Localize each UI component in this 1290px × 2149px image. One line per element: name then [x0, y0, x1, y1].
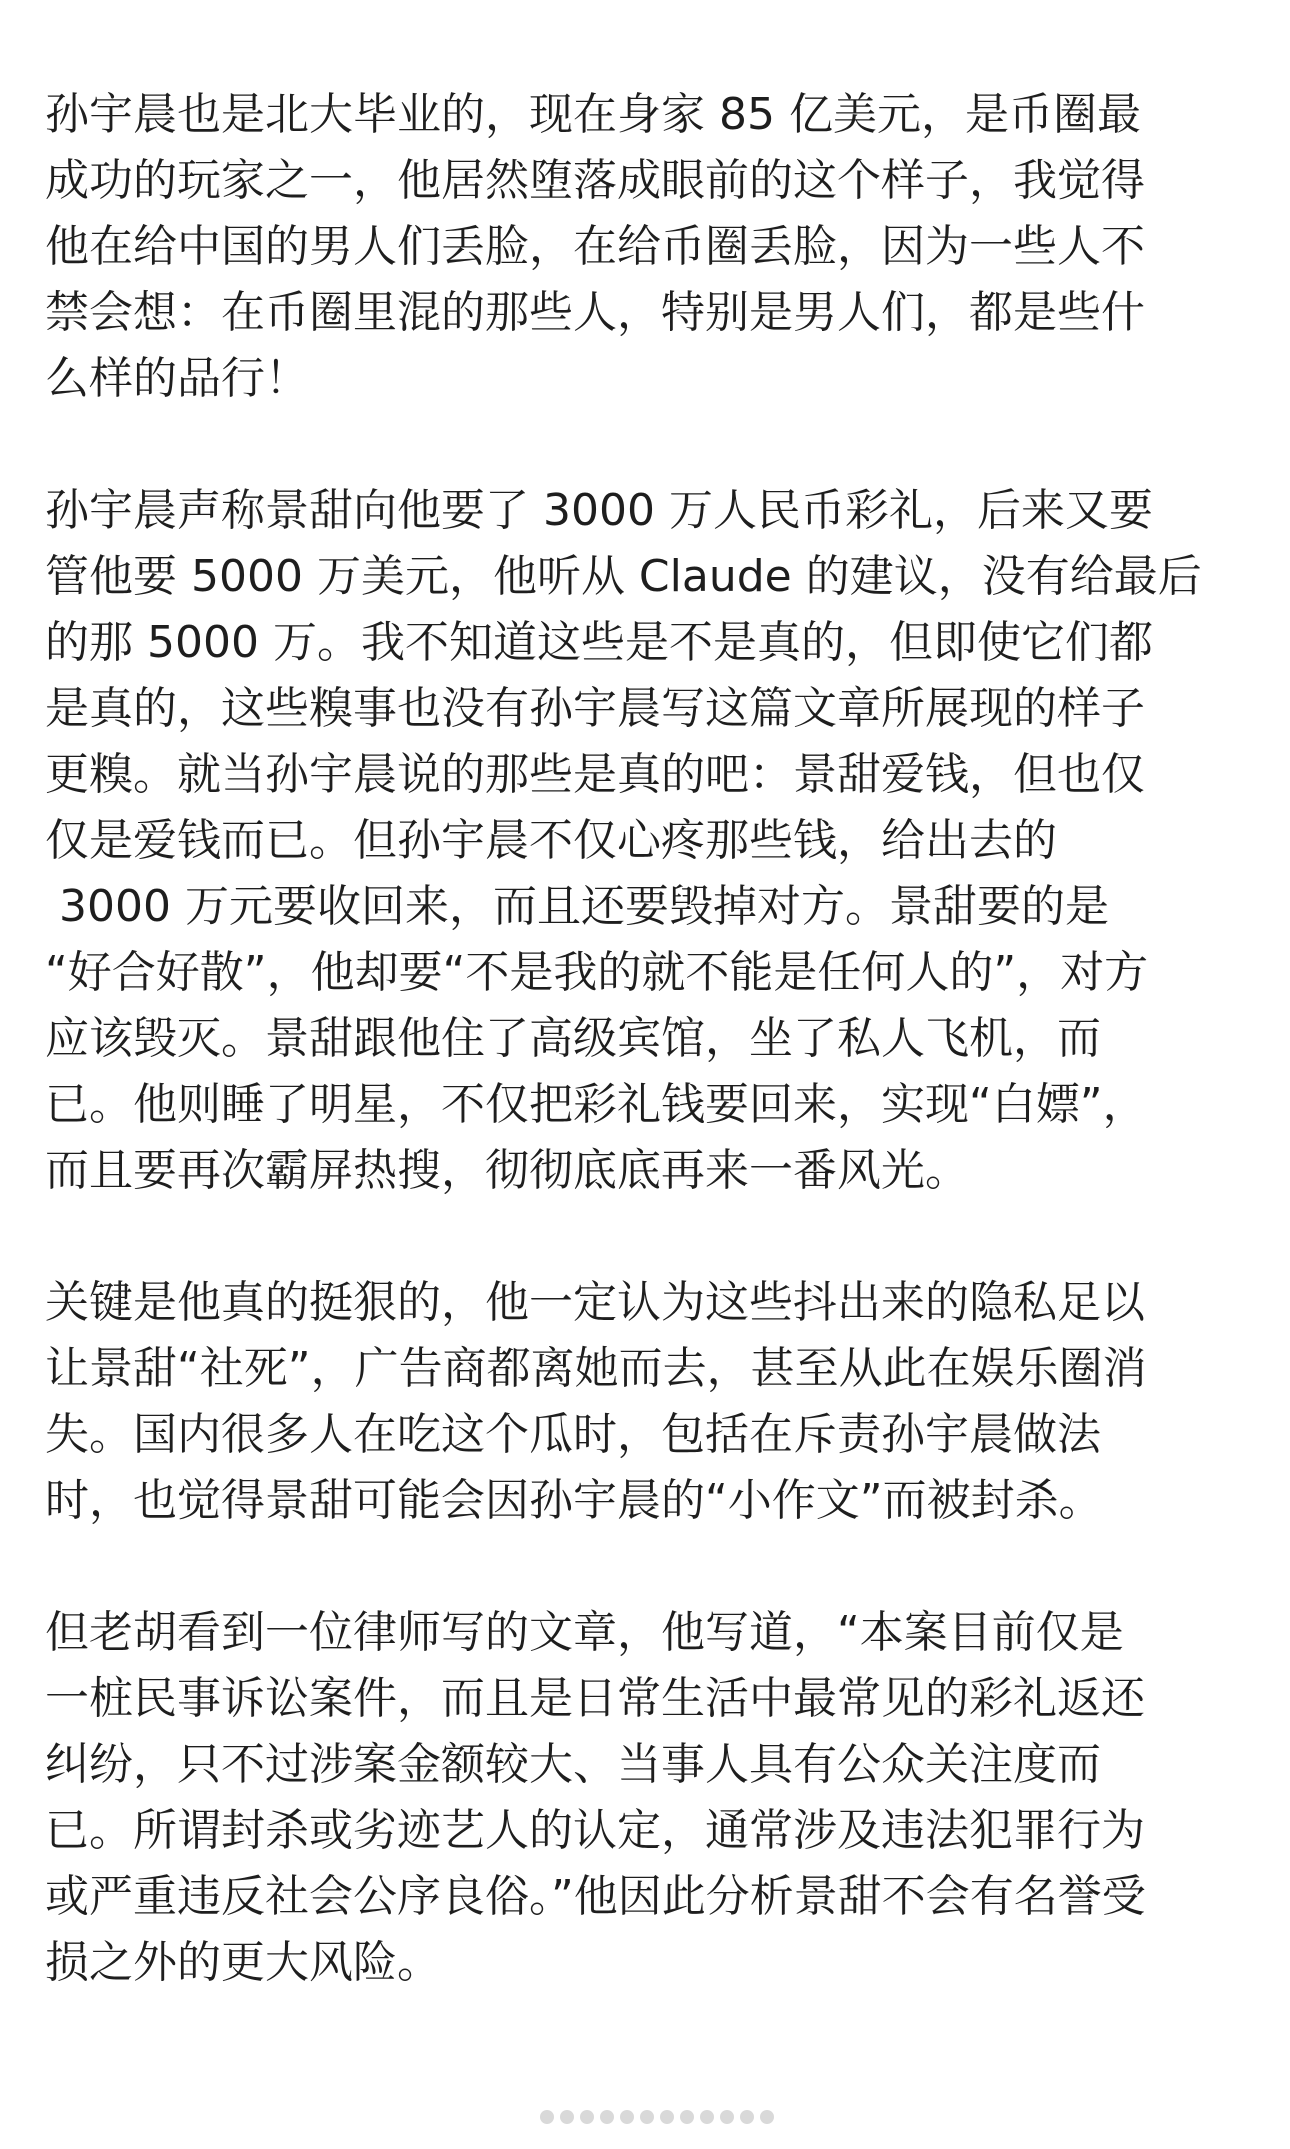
text-line: 但老胡看到一位律师写的文章，他写道，“本案目前仅是	[45, 1607, 1124, 1658]
text-line: 管他要 5000 万美元，他听从 Claude 的建议，没有给最后	[45, 551, 1202, 602]
text-line: 损之外的更大风险。	[45, 1937, 441, 1988]
dot	[720, 2110, 734, 2124]
dot	[540, 2110, 554, 2124]
dot	[700, 2110, 714, 2124]
text-line: 的那 5000 万。我不知道这些是不是真的，但即使它们都	[45, 617, 1153, 668]
paragraph	[45, 478, 1245, 1204]
text-line: 纠纷，只不过涉案金额较大、当事人具有公众关注度而	[45, 1739, 1101, 1790]
dot	[580, 2110, 594, 2124]
dot	[560, 2110, 574, 2124]
text-line: 失。国内很多人在吃这个瓜时，包括在斥责孙宇晨做法	[45, 1409, 1101, 1460]
article-body	[45, 82, 1245, 1996]
text-line: 关键是他真的挺狠的，他一定认为这些抖出来的隐私足以	[45, 1277, 1145, 1328]
paragraph	[45, 82, 1245, 412]
text-line: “好合好散”，他却要“不是我的就不能是任何人的”，对方	[45, 947, 1149, 998]
paragraph	[45, 1600, 1245, 1996]
text-line: 禁会想：在币圈里混的那些人，特别是男人们，都是些什	[45, 287, 1145, 338]
text-line: 已。所谓封杀或劣迹艺人的认定，通常涉及违法犯罪行为	[45, 1805, 1145, 1856]
text-line: 孙宇晨也是北大毕业的，现在身家 85 亿美元，是币圈最	[45, 89, 1141, 140]
dot	[620, 2110, 634, 2124]
text-line: 成功的玩家之一，他居然堕落成眼前的这个样子，我觉得	[45, 155, 1145, 206]
text-line: 时，也觉得景甜可能会因孙宇晨的“小作文”而被封杀。	[45, 1475, 1103, 1526]
paragraph	[45, 1270, 1245, 1534]
text-line: 而且要再次霸屏热搜，彻彻底底再来一番风光。	[45, 1145, 969, 1196]
text-line: 仅是爱钱而已。但孙宇晨不仅心疼那些钱，给出去的	[45, 815, 1057, 866]
text-line: 应该毁灭。景甜跟他住了高级宾馆，坐了私人飞机，而	[45, 1013, 1101, 1064]
dot	[680, 2110, 694, 2124]
dot	[760, 2110, 774, 2124]
dot	[660, 2110, 674, 2124]
text-line: 3000 万元要收回来，而且还要毁掉对方。景甜要的是	[45, 881, 1109, 932]
text-line: 或严重违反社会公序良俗。”他因此分析景甜不会有名誉受	[45, 1871, 1146, 1922]
dot	[740, 2110, 754, 2124]
text-line: 是真的，这些糗事也没有孙宇晨写这篇文章所展现的样子	[45, 683, 1145, 734]
text-line: 孙宇晨声称景甜向他要了 3000 万人民币彩礼，后来又要	[45, 485, 1153, 536]
text-line: 更糗。就当孙宇晨说的那些是真的吧：景甜爱钱，但也仅	[45, 749, 1145, 800]
text-line: 已。他则睡了明星，不仅把彩礼钱要回来，实现“白嫖”，	[45, 1079, 1147, 1130]
dot	[600, 2110, 614, 2124]
text-line: 一桩民事诉讼案件，而且是日常生活中最常见的彩礼返还	[45, 1673, 1145, 1724]
dot	[640, 2110, 654, 2124]
text-line: 让景甜“社死”，广告商都离她而去，甚至从此在娱乐圈消	[45, 1343, 1147, 1394]
text-line: 么样的品行！	[45, 353, 309, 404]
text-line: 他在给中国的男人们丢脸，在给币圈丢脸，因为一些人不	[45, 221, 1145, 272]
watermark-dots	[540, 2110, 780, 2124]
